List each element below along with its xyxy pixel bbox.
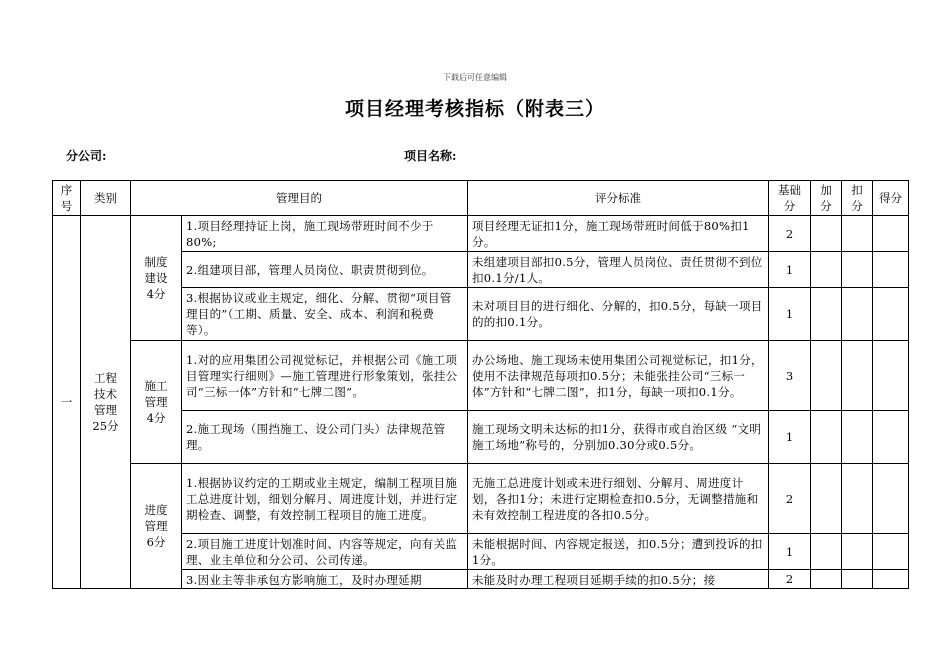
purpose-cell: 2.施工现场（围挡施工、设公司门头）法律规范管理。: [182, 411, 468, 464]
col-deduct-header: 扣 分: [842, 181, 873, 216]
page-title: 项目经理考核指标（附表三）: [344, 98, 605, 120]
table-row: [53, 216, 909, 252]
base-score-cell: 1: [769, 252, 811, 288]
criteria-cell: 施工现场文明未达标的扣1分，获得市或自治区级 “文明施工场地”称号的，分别加0.30分或0.5分。: [468, 411, 769, 464]
deduct-score-cell[interactable]: [842, 570, 873, 589]
final-score-cell[interactable]: [873, 341, 909, 411]
deduct-score-cell[interactable]: [842, 216, 873, 252]
purpose-cell: 2.组建项目部，管理人员岗位、职责贯彻到位。: [182, 252, 468, 288]
criteria-text: 未能及时办理工程项目延期手续的扣0.5分；接: [472, 572, 716, 587]
table-header-row: [53, 181, 909, 216]
criteria-cell: 办公场地、施工现场未使用集团公司视觉标记，扣1分，使用不法律规范每项扣0.5分；未能张挂公司“三标一体”方针和“七牌二图”，扣1分，每缺一项扣0.1分。: [468, 341, 769, 411]
criteria-cell: 未能根据时间、内容规定报送，扣0.5分；遭到投诉的扣1分。: [468, 534, 769, 570]
purpose-cell: 3.根据协议或业主规定，细化、分解、贯彻“项目管理目的”（工期、质量、安全、成本、利润和税费等）。: [182, 288, 468, 341]
add-score-cell[interactable]: [811, 570, 842, 589]
group-construction-management: 施工 管理 4分: [131, 341, 182, 464]
add-score-cell[interactable]: [811, 252, 842, 288]
project-name-label: 项目名称:: [404, 149, 457, 163]
criteria-cell: 未对项目目的进行细化、分解的，扣0.5分，每缺一项目的的扣0.1分。: [468, 288, 769, 341]
purpose-cell: 1.项目经理持证上岗，施工现场带班时间不少于80%;: [182, 216, 468, 252]
table-row: [53, 288, 909, 341]
deduct-score-cell[interactable]: [842, 464, 873, 534]
branch-label: 分公司:: [66, 149, 107, 163]
final-score-cell[interactable]: [873, 464, 909, 534]
col-purpose-header: 管理目的: [131, 181, 468, 216]
purpose-text: 3.因业主等非承包方影响施工，及时办理延期: [186, 572, 422, 587]
final-score-cell[interactable]: [873, 534, 909, 570]
table-row: [53, 464, 909, 534]
purpose-cell: 2.项目施工进度计划准时间、内容等规定，向有关监理、业主单位和分公司、公司传递。: [182, 534, 468, 570]
criteria-cell: 项目经理无证扣1分，施工现场带班时间低于80%扣1分。: [468, 216, 769, 252]
deduct-score-cell[interactable]: [842, 252, 873, 288]
final-score-cell[interactable]: [873, 252, 909, 288]
final-score-cell[interactable]: [873, 288, 909, 341]
deduct-score-cell[interactable]: [842, 341, 873, 411]
add-score-cell[interactable]: [811, 464, 842, 534]
section-index: 一: [53, 216, 81, 589]
deduct-score-cell[interactable]: [842, 411, 873, 464]
col-add-header: 加 分: [811, 181, 842, 216]
col-category-header: 类别: [81, 181, 131, 216]
final-score-cell[interactable]: [873, 411, 909, 464]
table-row: [53, 411, 909, 464]
group-system-building: 制度 建设 4分: [131, 216, 182, 341]
table-row: [53, 534, 909, 570]
base-score-cell: 2: [769, 464, 811, 534]
base-score-cell: 1: [769, 288, 811, 341]
add-score-cell[interactable]: [811, 341, 842, 411]
header-note: 下载后可任意编辑: [443, 73, 507, 82]
group-schedule-management: 进度 管理 6分: [131, 464, 182, 589]
section-category: 工程 技术 管理 25分: [81, 216, 131, 589]
add-score-cell[interactable]: [811, 216, 842, 252]
final-score-cell[interactable]: [873, 216, 909, 252]
col-index-header: 序 号: [53, 181, 81, 216]
purpose-cell: 1.对的应用集团公司视觉标记，并根据公司《施工项目管理实行细则》—施工管理进行形象策划，张挂公司“三标一体”方针和“七牌二图”。: [182, 341, 468, 411]
criteria-cell: 无施工总进度计划或未进行细划、分解月、周进度计划，各扣1分；未进行定期检查扣0.5分，无调整措施和未有效控制工程进度的各扣0.5分。: [468, 464, 769, 534]
purpose-cell: 1.根据协议约定的工期或业主规定，编制工程项目施工总进度计划，细划分解月、周进度计划，并进行定期检查、调整，有效控制工程项目的施工进度。: [182, 464, 468, 534]
assessment-table: [52, 180, 909, 589]
base-score-cell: 1: [769, 411, 811, 464]
add-score-cell[interactable]: [811, 411, 842, 464]
base-score-cell: 3: [769, 341, 811, 411]
base-score-cell: 1: [769, 534, 811, 570]
add-score-cell[interactable]: [811, 288, 842, 341]
criteria-cell: 未组建项目部扣0.5分，管理人员岗位、责任贯彻不到位扣0.1分/1人。: [468, 252, 769, 288]
final-score-cell[interactable]: [873, 570, 909, 589]
add-score-cell[interactable]: [811, 534, 842, 570]
deduct-score-cell[interactable]: [842, 534, 873, 570]
col-base-score-header: 基础 分: [769, 181, 811, 216]
table-row: [53, 341, 909, 411]
deduct-score-cell[interactable]: [842, 288, 873, 341]
table-row: [53, 252, 909, 288]
col-criteria-header: 评分标准: [468, 181, 769, 216]
purpose-cell: [182, 570, 468, 589]
base-score-cell: 2: [769, 570, 811, 589]
criteria-cell: [468, 570, 769, 589]
col-score-header: 得分: [873, 181, 909, 216]
base-score-cell: 2: [769, 216, 811, 252]
table-row: [53, 570, 909, 589]
